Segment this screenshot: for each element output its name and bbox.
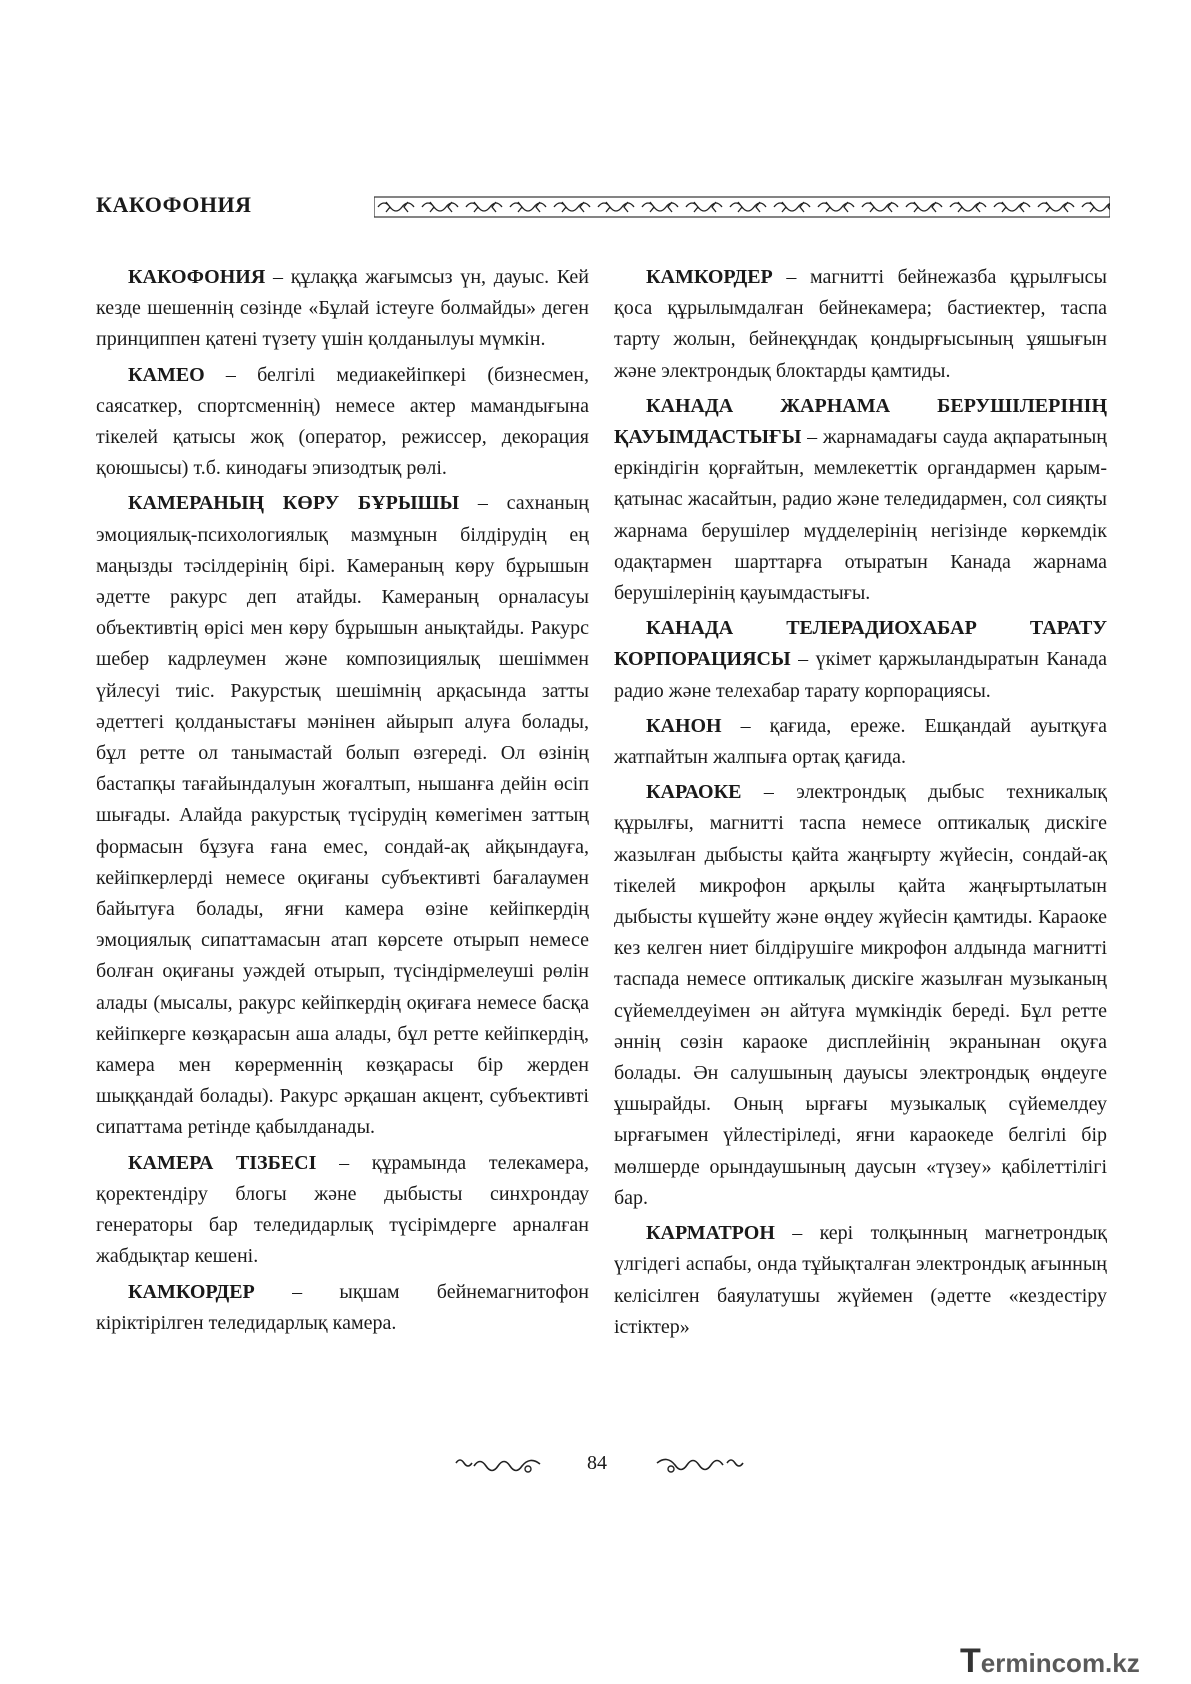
header-ornament [374,196,1110,218]
entry-term: КАРМАТРОН [646,1222,775,1245]
entry-kamkorder-2 [614,262,1107,387]
entry-kamera-tizbesi [96,1148,589,1273]
entry-term: КАМЕО [128,363,205,386]
entry-definition: – үкімет қаржыландыратын Канада радио және телехабар тарату корпорациясы. [614,648,1107,702]
entry-definition: – сахнаның эмоциялық-психологиялық мазмұнын білдірудің ең маңызды тәсілдерінің бірі. Камераның көру бұрышын әдетте ракурс деп атайды. Камераның орналасуы объективтің өрісі мен көру бұрышын анықтайды. Ракурс шебер кадрлеумен және композициялық шешіммен үйлесуі тиіс. Ракурстық шешімнің арқасында затты әдеттегі қолданыстағы мәнінен айырып алуға болады, бұл ретте ол танымастай болып өзгереді. Ол өзінің бастапқы тағайындалуын жоғалтып, нышанға дейін өсіп шығады. Алайда ракурстық түсірудің көмегімен заттың формасын бұзуға ғана емес, сондай-ақ айқындауға, кейіпкерлерді немесе оқиғаны субъективті бағалаумен байытуға болады, яғни камера өзіне кейіпкердің эмоциялық сипаттамасын атап көрсете отырып немесе болған оқиғаны уәждей отырып, түсіндірмелеуші рөлін алады (мысалы, ракурс кейіпкердің оқиғаға немесе басқа кейіпкерге көзқарасын аша алады, бұл ретте кейіпкердің, камера мен көрерменнің көзқарасы бір жерден шыққандай болады). Ракурс әрқашан акцент, субъективті сипаттама ретінде қабылданады. [96,492,590,1139]
entry-karaoke [614,777,1107,1214]
entry-term: КАМКОРДЕР [128,1280,255,1303]
entry-definition: – құрамында телекамера, қоректендіру блогы және дыбысты синхрондау генераторы бар теледидарлық түсірімдерге арналған жабдықтар кешені. [96,1151,590,1268]
running-head: КАКОФОНИЯ [96,192,252,217]
entry-term: КАКОФОНИЯ [128,266,266,288]
footer-ornament-right [655,1455,745,1477]
entry-term: КАМЕРА ТІЗБЕСІ [128,1151,317,1174]
entry-definition: – кері толқынның магнетрондық үлгідегі аспабы, онда тұйықталған электрондық ағынның келісілген баяулатушы жүйемен (әдетте «кездестіру істіктер» [614,1222,1107,1338]
left-column [96,262,589,1343]
entry-kanada-teleradio [614,613,1107,707]
entry-term: КАРАОКЕ [646,781,742,804]
entry-kakofoniya [96,262,589,356]
entry-definition: – жарнамадағы сауда ақпаратының еркіндігін қорғайтын, мемлекеттік органдармен қарым-қатынас жасайтын, радио және теледидармен, сол сияқты жарнама берушілер мүдделерінің негізінде көркемдік одақтармен шарттарға отыратын Канада жарнама берушілерінің қауымдастығы. [614,426,1107,605]
entry-kanada-zharnama [614,391,1107,609]
entry-kamkorder-1 [96,1277,589,1339]
entry-definition: – белгілі медиакейіпкері (бизнесмен, саясаткер, спортсменнің) немесе актер мамандығына тікелей қатысы жоқ (оператор, режиссер, декорация қоюшысы) т.б. кинодағы эпизодтық рөлі. [96,363,589,480]
entry-karmatron [614,1218,1107,1343]
entry-definition: – магнитті бейнежазба құрылғысы қоса құрылымдалған бейнекамера; бастиектер, таспа тарту жолын, бейнеқұндақ қондырғысының ұяшығын және электрондық блоктарды қамтиды. [614,266,1107,382]
entry-term: КАНОН [646,714,722,737]
entry-kanon [614,711,1107,773]
entry-kameo [96,360,589,485]
footer-ornament-left [454,1455,544,1477]
site-watermark: Termincom.kz [960,1642,1140,1680]
entry-definition: – құлаққа жағымсыз үн, дауыс. Кей кезде шешеннің сөзінде «Бұлай істеуге болмайды» деген принциппен қатені түзету үшін қолданылуы мүмкін. [96,266,589,351]
entry-definition: – ықшам бейнемагнитофон кіріктірілген теледидарлық камера. [96,1280,589,1334]
entry-term: КАМЕРАНЫҢ КӨРУ БҰРЫШЫ [128,492,460,515]
right-column [614,262,1107,1347]
page-number: 84 [587,1452,607,1474]
entry-definition: – қағида, ереже. Ешқандай ауытқуға жатпайтын жалпыға ортақ қағида. [614,714,1107,769]
entry-term: КАМКОРДЕР [646,266,773,288]
entry-term: КАНАДА ТЕЛЕРАДИОХАБАР ТАРАТУ КОРПОРАЦИЯСЫ [614,617,1107,671]
entry-definition: – электрондық дыбыс техникалық құрылғы, магнитті таспа немесе оптикалық дискіге жазылған дыбысты қайта жаңғырту жүйесін, сондай-ақ тікелей микрофон арқылы қайта жаңғыртылатын дыбысты күшейту және өңдеу жүйесін қамтиды. Караоке кез келген ниет білдірушіге микрофон алдында магнитті таспада немесе оптикалық дискіге жазылған музыканың сүйемелдеуімен ән айтуға мүмкіндік береді. Бұл ретте әннің сөзін караоке дисплейінің экранынан оқуға болады. Ән салушының дауысы электрондық өңдеуге ұшырайды. Оның ырғағы музыкалық сүйемелдеу ырғағымен үйлестіріледі, яғни караокеде белгілі бір мөлшерде орындаушының даусын «түзеу» қабілеттілігі бар. [614,781,1107,1209]
entry-kamera-koru-buryshy [96,488,589,1143]
entry-term: КАНАДА ЖАРНАМА БЕРУШІЛЕРІНІҢ ҚАУЫМДАСТЫҒЫ [614,394,1107,449]
